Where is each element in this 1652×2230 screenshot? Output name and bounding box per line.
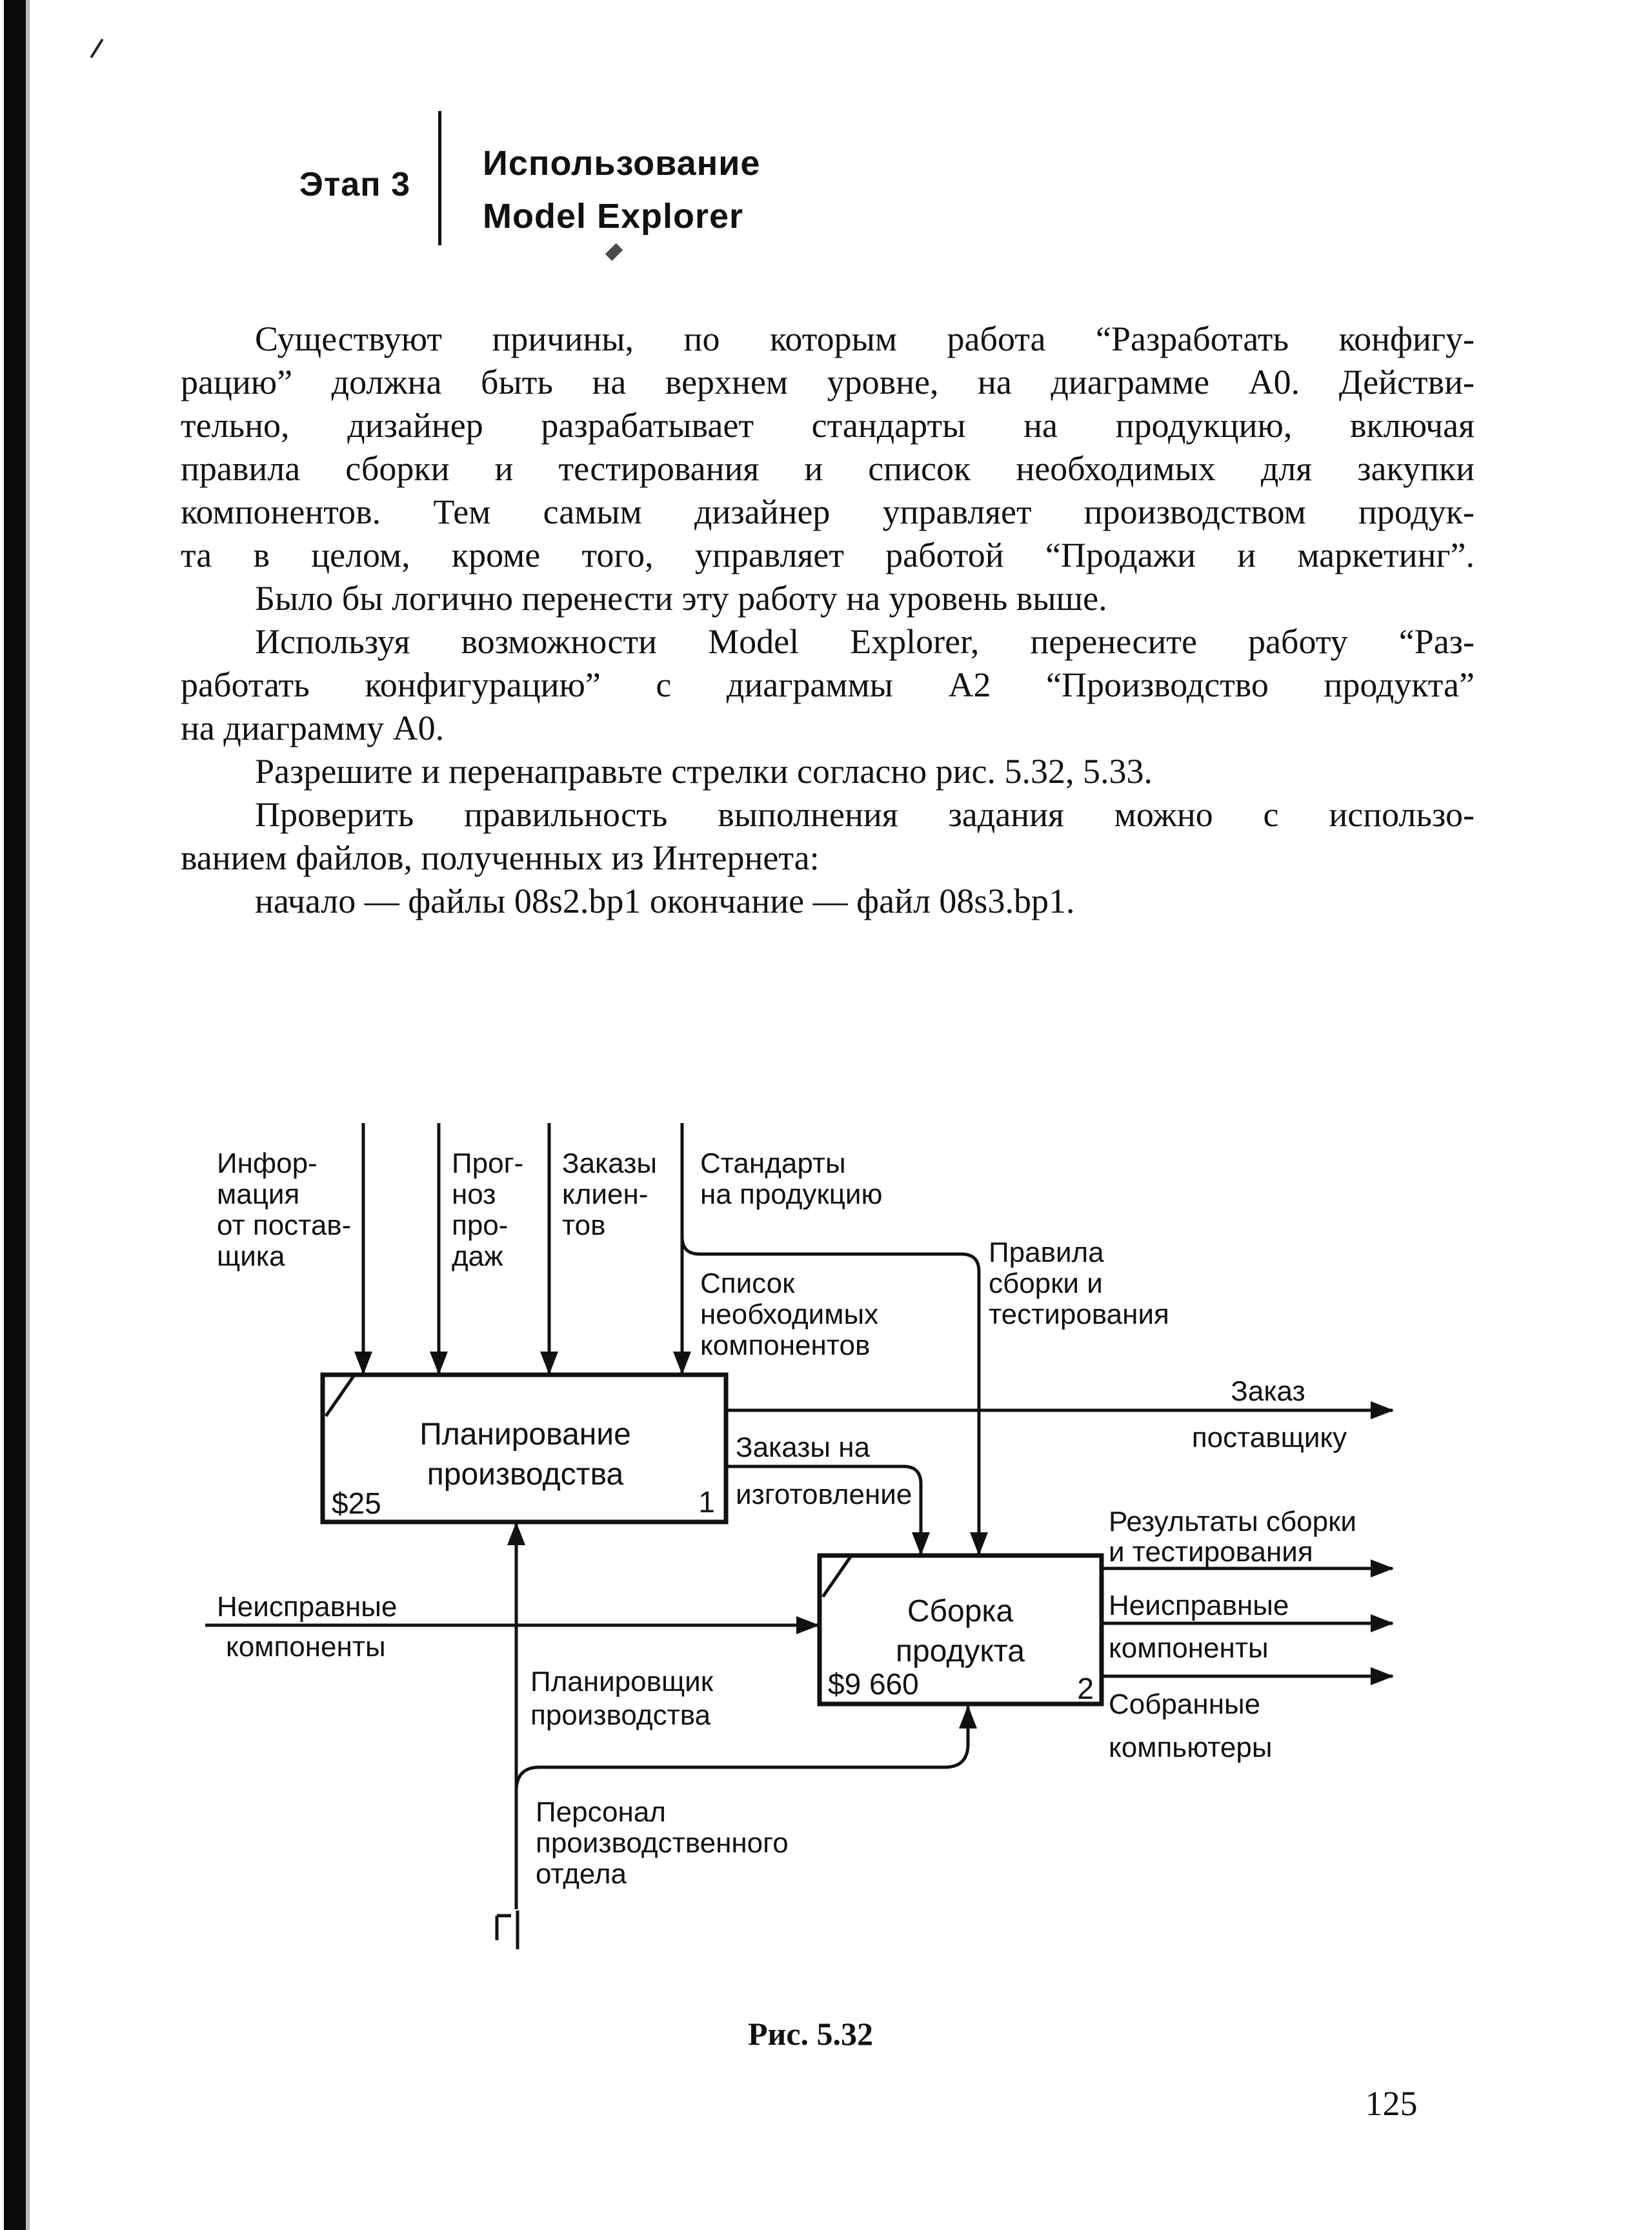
label-supplier-order-2: поставщику bbox=[1191, 1422, 1347, 1454]
text-line: правила сборки и тестирования и список необходимых для закупки bbox=[181, 449, 1475, 488]
label-manufacturing-orders-1: Заказы на bbox=[736, 1432, 871, 1463]
text-line: Используя возможности Model Explorer, перенесите работу “Раз- bbox=[255, 622, 1475, 661]
label-components-list-2: необходимых bbox=[700, 1299, 879, 1330]
text-line: начало — файлы 08s2.bp1 окончание — файл 08s3.bp1. bbox=[255, 882, 1075, 920]
text-line: Проверить правильность выполнения задания можно с использо- bbox=[255, 795, 1475, 834]
box1-number: 1 bbox=[698, 1485, 715, 1519]
label-production-planner-1: Планировщик bbox=[530, 1666, 713, 1698]
text-line: рацию” должна быть на верхнем уровне, на диаграмме А0. Действи- bbox=[181, 363, 1475, 401]
header-divider bbox=[438, 111, 441, 245]
label-faulty-in-2: компоненты bbox=[226, 1631, 386, 1663]
label-components-list-1: Список bbox=[700, 1268, 795, 1299]
label-sales-forecast-4: даж bbox=[452, 1241, 503, 1272]
label-faulty-out-2: компоненты bbox=[1109, 1632, 1269, 1664]
box1-cost: $25 bbox=[332, 1486, 381, 1520]
label-assembly-rules-1: Правила bbox=[989, 1237, 1104, 1268]
label-customer-orders-2: клиен- bbox=[562, 1179, 649, 1210]
chapter-title bbox=[483, 137, 760, 243]
label-product-standards-1: Стандарты bbox=[700, 1148, 846, 1179]
label-production-planner-2: производства bbox=[530, 1699, 711, 1731]
body-text bbox=[181, 318, 1475, 923]
label-manufacturing-orders-2: изготовление bbox=[736, 1479, 912, 1510]
book-gutter-shadow-edge bbox=[26, 0, 30, 2230]
label-production-staff-1: Персонал bbox=[536, 1796, 666, 1828]
box2-cost: $9 660 bbox=[828, 1667, 919, 1701]
label-components-list-3: компонентов bbox=[700, 1330, 871, 1361]
label-sales-forecast-1: Прог- bbox=[452, 1148, 524, 1179]
label-production-staff-3: отдела bbox=[536, 1858, 627, 1890]
box2-number: 2 bbox=[1077, 1672, 1094, 1705]
label-faulty-in-1: Неисправные bbox=[217, 1591, 398, 1623]
label-customer-orders-3: тов bbox=[562, 1210, 606, 1241]
chapter-title-line2: Model Explorer bbox=[483, 197, 744, 236]
label-supplier-info-2: мация bbox=[217, 1179, 300, 1210]
text-line: ванием файлов, полученных из Интернета: bbox=[181, 838, 820, 877]
label-supplier-info-4: щика bbox=[217, 1241, 285, 1272]
label-supplier-order-1: Заказ bbox=[1231, 1375, 1305, 1407]
label-assembled-computers-2: компьютеры bbox=[1109, 1732, 1273, 1763]
label-assembly-rules-3: тестирования bbox=[989, 1299, 1169, 1330]
label-faulty-out-1: Неисправные bbox=[1109, 1590, 1289, 1621]
label-assembly-results-2: и тестирования bbox=[1109, 1536, 1313, 1568]
box2-title-line1: Сборка bbox=[907, 1594, 1014, 1628]
text-line: работать конфигурацию” с диаграммы А2 “Производство продукта” bbox=[181, 665, 1475, 704]
box1-title-line1: Планирование bbox=[419, 1417, 631, 1452]
text-line: Существуют причины, по которым работа “Разработать конфигу- bbox=[255, 319, 1475, 358]
mechanism-line-break-ticks bbox=[497, 1911, 518, 1949]
label-sales-forecast-2: ноз bbox=[452, 1179, 496, 1210]
ink-blot-ornament bbox=[605, 243, 623, 261]
text-line: компонентов. Тем самым дизайнер управляет производством продук- bbox=[181, 492, 1475, 531]
label-product-standards-2: на продукцию bbox=[700, 1179, 883, 1210]
label-assembly-results-1: Результаты сборки bbox=[1109, 1506, 1356, 1537]
label-customer-orders-1: Заказы bbox=[562, 1148, 658, 1179]
text-line: Разрешите и перенаправьте стрелки согласно рис. 5.32, 5.33. bbox=[255, 752, 1153, 791]
text-line: на диаграмму А0. bbox=[181, 709, 445, 747]
book-gutter-shadow bbox=[4, 0, 26, 2230]
label-production-staff-2: производственного bbox=[536, 1827, 789, 1859]
text-line: Было бы логично перенести эту работу на уровень выше. bbox=[255, 579, 1107, 618]
text-line: та в целом, кроме того, управляет работой “Продажи и маркетинг”. bbox=[181, 536, 1475, 574]
label-supplier-info-3: от постав- bbox=[217, 1210, 352, 1241]
box2-title-line2: продукта bbox=[895, 1634, 1025, 1668]
label-assembled-computers-1: Собранные bbox=[1109, 1688, 1261, 1720]
label-sales-forecast-3: про- bbox=[452, 1210, 509, 1241]
idef0-diagram bbox=[161, 1097, 1452, 2001]
text-line: тельно, дизайнер разрабатывает стандарты на продукцию, включая bbox=[181, 406, 1475, 445]
stage-label: Этап 3 bbox=[299, 166, 410, 203]
label-supplier-info-1: Инфор- bbox=[217, 1148, 317, 1179]
scan-scratch-mark bbox=[90, 39, 103, 59]
chapter-title-line1: Использование bbox=[483, 144, 761, 183]
box1-title-line2: производства bbox=[427, 1457, 624, 1492]
figure-caption: Рис. 5.32 bbox=[747, 2016, 874, 2052]
page-number: 125 bbox=[1365, 2084, 1418, 2123]
label-assembly-rules-2: сборки и bbox=[989, 1268, 1103, 1299]
